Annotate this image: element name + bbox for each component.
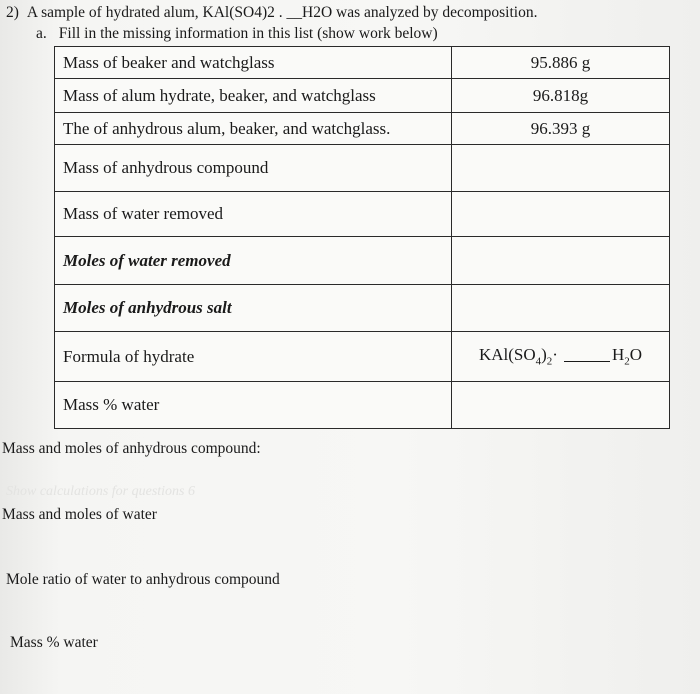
data-table [54,46,670,429]
row-label: Mass of water removed [55,192,452,237]
work-heading-mole-ratio: Mole ratio of water to anhydrous compound [6,571,280,588]
formula-o: O [629,345,643,365]
table-row [55,145,670,192]
row-value-empty[interactable] [452,192,670,237]
row-value-empty[interactable] [452,382,670,429]
row-value-empty[interactable] [452,145,670,192]
table-row [55,113,670,145]
formula-sub-2: 2 [546,355,553,368]
row-label: Formula of hydrate [55,332,452,382]
part-letter: a. [36,25,47,42]
row-label: Moles of anhydrous salt [55,285,452,332]
row-label: Mass of alum hydrate, beaker, and watchglass [55,79,452,113]
table-row [55,237,670,285]
question-number: 2) [6,4,19,21]
row-value[interactable]: 96.818g [452,79,670,113]
water-count-blank[interactable] [564,361,610,362]
row-value[interactable]: 95.886 g [452,47,670,79]
question-text: A sample of hydrated alum, KAl(SO4)2 . __H2O was analyzed by decomposition. [26,4,538,21]
work-heading-anhydrous: Mass and moles of anhydrous compound: [2,440,261,457]
row-value-empty[interactable] [452,237,670,285]
row-label: The of anhydrous alum, beaker, and watchglass. [55,113,452,145]
part-text: Fill in the missing information in this list (show work below) [58,25,438,42]
row-label: Mass of anhydrous compound [55,145,452,192]
table-row [55,332,670,382]
table-row [55,47,670,79]
table-row [55,382,670,429]
question-line [6,4,537,22]
table-row [55,79,670,113]
row-value[interactable]: 96.393 g [452,113,670,145]
formula-sub-4: 4 [535,355,542,368]
formula-h: H [611,345,625,365]
formula-prefix: KAl(SO [478,345,536,365]
faint-bleedthrough-text: Show calculations for questions 6 [6,484,195,499]
row-value-empty[interactable] [452,285,670,332]
formula-value[interactable] [452,332,670,382]
formula-paren: ) [541,345,547,365]
formula-sub-h2: 2 [624,355,630,368]
work-heading-mass-percent: Mass % water [10,634,98,651]
row-label: Mass of beaker and watchglass [55,47,452,79]
row-label: Mass % water [55,382,452,429]
table-row [55,192,670,237]
work-heading-water: Mass and moles of water [2,506,157,523]
part-a-line [36,25,438,43]
row-label: Moles of water removed [55,237,452,285]
formula-dot: · [552,345,558,365]
table-row [55,285,670,332]
